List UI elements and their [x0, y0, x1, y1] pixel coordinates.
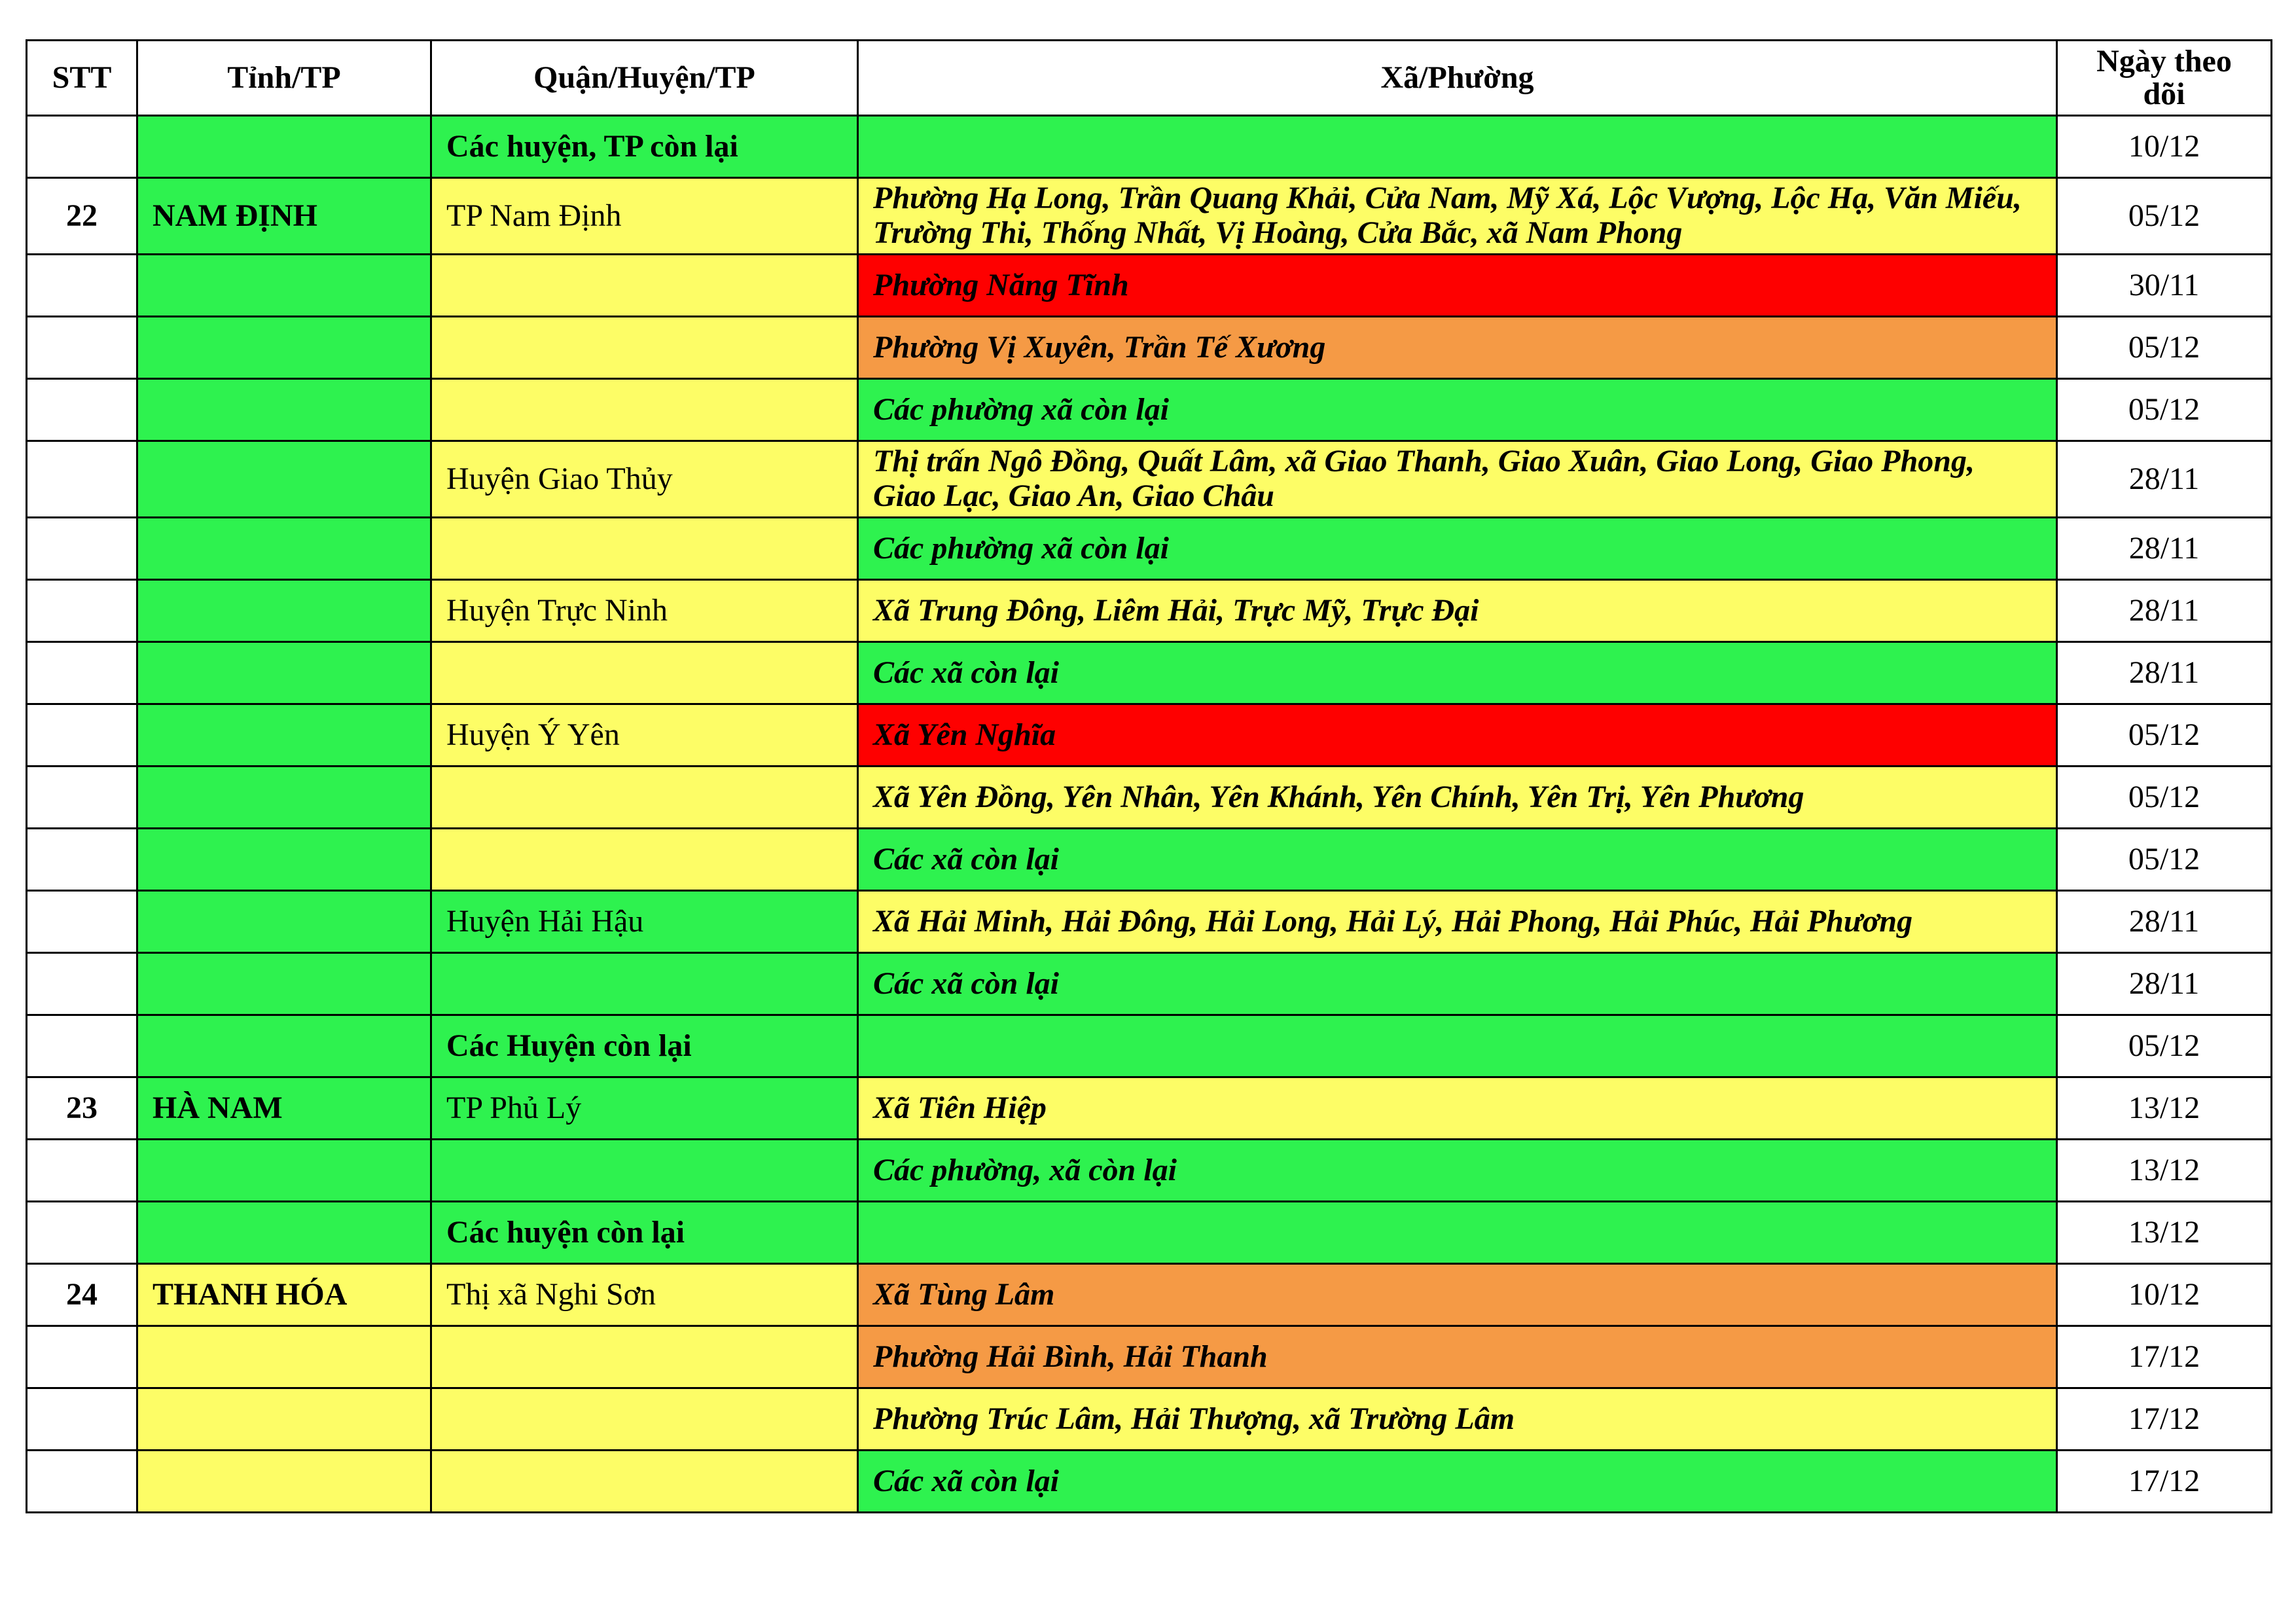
province-cell — [137, 255, 431, 317]
stt-cell: 24 — [27, 1264, 137, 1326]
date-cell: 05/12 — [2057, 317, 2272, 379]
stt-cell — [27, 642, 137, 704]
date-cell: 28/11 — [2057, 953, 2272, 1015]
ward-cell — [858, 1202, 2057, 1264]
date-cell: 28/11 — [2057, 518, 2272, 580]
ward-cell: Phường Vị Xuyên, Trần Tế Xương — [858, 317, 2057, 379]
district-cell: TP Nam Định — [431, 178, 858, 255]
table-row — [27, 317, 2272, 379]
date-cell: 13/12 — [2057, 1140, 2272, 1202]
province-cell: THANH HÓA — [137, 1264, 431, 1326]
province-cell — [137, 829, 431, 891]
stt-cell — [27, 1140, 137, 1202]
date-cell: 28/11 — [2057, 642, 2272, 704]
district-cell — [431, 379, 858, 441]
table-row — [27, 704, 2272, 767]
date-cell: 05/12 — [2057, 178, 2272, 255]
district-cell: Huyện Giao Thủy — [431, 441, 858, 518]
province-cell — [137, 1326, 431, 1388]
stt-cell — [27, 317, 137, 379]
ward-cell: Thị trấn Ngô Đồng, Quất Lâm, xã Giao Thanh, Giao Xuân, Giao Long, Giao Phong, Giao Lạc, Giao An, Giao Châu — [858, 441, 2057, 518]
district-cell — [431, 953, 858, 1015]
table-row — [27, 1015, 2272, 1077]
stt-cell — [27, 1202, 137, 1264]
header-province: Tỉnh/TP — [137, 41, 431, 116]
stt-cell — [27, 1015, 137, 1077]
district-cell — [431, 317, 858, 379]
date-cell: 28/11 — [2057, 441, 2272, 518]
stt-cell: 22 — [27, 178, 137, 255]
stt-cell — [27, 1388, 137, 1451]
province-cell — [137, 379, 431, 441]
table-row — [27, 1264, 2272, 1326]
ward-cell: Xã Tùng Lâm — [858, 1264, 2057, 1326]
table-row — [27, 1388, 2272, 1451]
date-cell: 17/12 — [2057, 1388, 2272, 1451]
district-cell: Huyện Trực Ninh — [431, 580, 858, 642]
table-row — [27, 829, 2272, 891]
province-cell — [137, 704, 431, 767]
table-row — [27, 178, 2272, 255]
ward-cell: Phường Năng Tĩnh — [858, 255, 2057, 317]
table-row — [27, 379, 2272, 441]
table-row — [27, 891, 2272, 953]
table-row — [27, 580, 2272, 642]
stt-cell — [27, 829, 137, 891]
ward-cell: Xã Tiên Hiệp — [858, 1077, 2057, 1140]
table-row — [27, 953, 2272, 1015]
date-cell: 05/12 — [2057, 1015, 2272, 1077]
stt-cell — [27, 1326, 137, 1388]
date-cell: 05/12 — [2057, 379, 2272, 441]
ward-cell: Các xã còn lại — [858, 953, 2057, 1015]
ward-cell: Xã Trung Đông, Liêm Hải, Trực Mỹ, Trực Đại — [858, 580, 2057, 642]
province-cell: HÀ NAM — [137, 1077, 431, 1140]
province-cell — [137, 317, 431, 379]
district-cell — [431, 1326, 858, 1388]
date-cell: 17/12 — [2057, 1326, 2272, 1388]
province-cell — [137, 1388, 431, 1451]
table-row — [27, 441, 2272, 518]
ward-cell: Xã Yên Đồng, Yên Nhân, Yên Khánh, Yên Chính, Yên Trị, Yên Phương — [858, 767, 2057, 829]
district-cell — [431, 829, 858, 891]
district-cell — [431, 642, 858, 704]
table-row — [27, 1326, 2272, 1388]
date-cell: 30/11 — [2057, 255, 2272, 317]
stt-cell — [27, 379, 137, 441]
date-cell: 05/12 — [2057, 767, 2272, 829]
province-cell — [137, 1451, 431, 1513]
table-row — [27, 642, 2272, 704]
header-stt: STT — [27, 41, 137, 116]
district-cell: Huyện Ý Yên — [431, 704, 858, 767]
ward-cell: Các xã còn lại — [858, 642, 2057, 704]
ward-cell: Xã Hải Minh, Hải Đông, Hải Long, Hải Lý, Hải Phong, Hải Phúc, Hải Phương — [858, 891, 2057, 953]
district-cell: TP Phủ Lý — [431, 1077, 858, 1140]
ward-cell: Phường Hải Bình, Hải Thanh — [858, 1326, 2057, 1388]
stt-cell — [27, 116, 137, 178]
stt-cell — [27, 953, 137, 1015]
table-row — [27, 1451, 2272, 1513]
date-cell: 10/12 — [2057, 1264, 2272, 1326]
district-cell: Thị xã Nghi Sơn — [431, 1264, 858, 1326]
date-cell: 13/12 — [2057, 1202, 2272, 1264]
province-cell — [137, 1015, 431, 1077]
province-cell — [137, 116, 431, 178]
date-cell: 28/11 — [2057, 891, 2272, 953]
table-row — [27, 518, 2272, 580]
table-row — [27, 767, 2272, 829]
ward-cell: Các phường xã còn lại — [858, 379, 2057, 441]
date-cell: 05/12 — [2057, 829, 2272, 891]
province-cell — [137, 1140, 431, 1202]
province-cell — [137, 1202, 431, 1264]
province-cell: NAM ĐỊNH — [137, 178, 431, 255]
ward-cell — [858, 116, 2057, 178]
province-cell — [137, 953, 431, 1015]
table-row — [27, 1202, 2272, 1264]
date-cell: 13/12 — [2057, 1077, 2272, 1140]
district-cell — [431, 255, 858, 317]
district-cell: Các huyện còn lại — [431, 1202, 858, 1264]
district-cell — [431, 767, 858, 829]
stt-cell — [27, 767, 137, 829]
ward-cell: Các xã còn lại — [858, 1451, 2057, 1513]
province-cell — [137, 891, 431, 953]
province-cell — [137, 580, 431, 642]
date-cell: 05/12 — [2057, 704, 2272, 767]
district-cell — [431, 518, 858, 580]
table-row — [27, 255, 2272, 317]
header-district: Quận/Huyện/TP — [431, 41, 858, 116]
stt-cell — [27, 255, 137, 317]
province-cell — [137, 642, 431, 704]
stt-cell — [27, 704, 137, 767]
table-body — [27, 116, 2272, 1513]
table-row — [27, 1140, 2272, 1202]
table-row — [27, 1077, 2272, 1140]
ward-cell: Các xã còn lại — [858, 829, 2057, 891]
province-cell — [137, 767, 431, 829]
stt-cell — [27, 580, 137, 642]
ward-cell — [858, 1015, 2057, 1077]
stt-cell — [27, 518, 137, 580]
district-cell: Huyện Hải Hậu — [431, 891, 858, 953]
ward-cell: Phường Trúc Lâm, Hải Thượng, xã Trường Lâm — [858, 1388, 2057, 1451]
province-cell — [137, 441, 431, 518]
stt-cell: 23 — [27, 1077, 137, 1140]
ward-cell: Phường Hạ Long, Trần Quang Khải, Cửa Nam, Mỹ Xá, Lộc Vượng, Lộc Hạ, Văn Miếu, Trường Thi, Thống Nhất, Vị Hoàng, Cửa Bắc, xã Nam Phong — [858, 178, 2057, 255]
header-ward: Xã/Phường — [858, 41, 2057, 116]
date-cell: 10/12 — [2057, 116, 2272, 178]
stt-cell — [27, 891, 137, 953]
district-cell — [431, 1451, 858, 1513]
stt-cell — [27, 441, 137, 518]
district-cell — [431, 1388, 858, 1451]
stt-cell — [27, 1451, 137, 1513]
header-date: Ngày theo dõi — [2057, 41, 2272, 116]
ward-cell: Xã Yên Nghĩa — [858, 704, 2057, 767]
ward-cell: Các phường, xã còn lại — [858, 1140, 2057, 1202]
district-cell: Các Huyện còn lại — [431, 1015, 858, 1077]
date-cell: 28/11 — [2057, 580, 2272, 642]
province-cell — [137, 518, 431, 580]
table-row — [27, 116, 2272, 178]
date-cell: 17/12 — [2057, 1451, 2272, 1513]
district-cell — [431, 1140, 858, 1202]
covid-level-table — [26, 39, 2272, 1513]
ward-cell: Các phường xã còn lại — [858, 518, 2057, 580]
district-cell: Các huyện, TP còn lại — [431, 116, 858, 178]
header-row — [27, 41, 2272, 116]
